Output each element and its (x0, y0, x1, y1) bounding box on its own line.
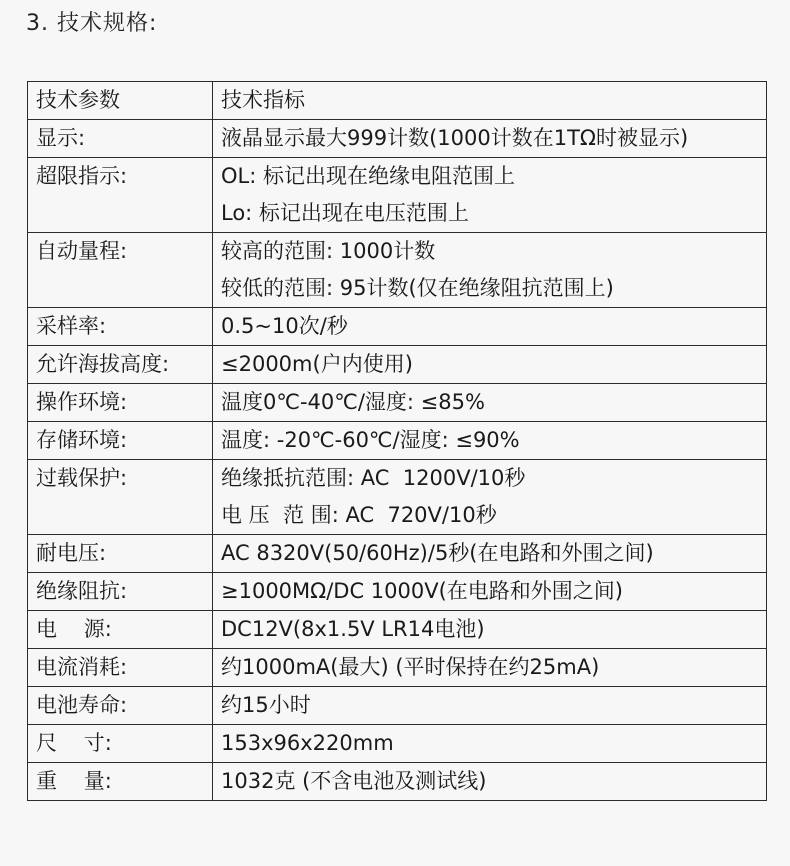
param-cell: 采样率: (28, 308, 213, 346)
table-row (28, 687, 767, 725)
param-cell: 电 源: (28, 611, 213, 649)
spec-cell (213, 611, 767, 649)
spec-cell (213, 725, 767, 763)
spec-cell (213, 763, 767, 801)
spec-line: 约1000mA(最大) (平时保持在约25mA) (221, 655, 600, 679)
table-row (28, 763, 767, 801)
spec-line: 电 压 范 围: AC 720V/10秒 (221, 503, 497, 527)
spec-line: Lo: 标记出现在电压范围上 (221, 201, 469, 225)
table-row (28, 725, 767, 763)
param-cell: 电池寿命: (28, 687, 213, 725)
spec-line: 绝缘抵抗范围: AC 1200V/10秒 (221, 466, 526, 490)
table-row (28, 422, 767, 460)
table-row (28, 120, 767, 158)
param-cell: 绝缘阻抗: (28, 573, 213, 611)
spec-cell (213, 535, 767, 573)
spec-cell (213, 384, 767, 422)
spec-line: 液晶显示最大999计数(1000计数在1TΩ时被显示) (221, 126, 689, 150)
spec-line: 153x96x220mm (221, 731, 394, 755)
param-cell: 显示: (28, 120, 213, 158)
spec-line: 较高的范围: 1000计数 (221, 239, 436, 263)
spec-line: 温度0℃-40℃/湿度: ≤85% (221, 390, 485, 414)
spec-cell (213, 158, 767, 233)
param-cell: 自动量程: (28, 233, 213, 308)
table-row (28, 384, 767, 422)
spec-cell (213, 346, 767, 384)
spec-line: AC 8320V(50/60Hz)/5秒(在电路和外围之间) (221, 541, 654, 565)
spec-line: 0.5~10次/秒 (221, 314, 348, 338)
spec-cell (213, 233, 767, 308)
spec-line: ≥1000MΩ/DC 1000V(在电路和外围之间) (221, 579, 623, 603)
param-cell: 耐电压: (28, 535, 213, 573)
table-row (28, 649, 767, 687)
table-row (28, 233, 767, 308)
table-row (28, 611, 767, 649)
spec-table (27, 81, 767, 801)
spec-line: OL: 标记出现在绝缘电阻范围上 (221, 164, 515, 188)
table-row (28, 158, 767, 233)
table-row (28, 460, 767, 535)
spec-line: 约15小时 (221, 693, 311, 717)
table-row (28, 535, 767, 573)
spec-cell (213, 120, 767, 158)
table-row (28, 573, 767, 611)
spec-line: DC12V(8x1.5V LR14电池) (221, 617, 485, 641)
spec-line: ≤2000m(户内使用) (221, 352, 413, 376)
spec-line: 温度: -20℃-60℃/湿度: ≤90% (221, 428, 520, 452)
table-row (28, 308, 767, 346)
spec-cell (213, 308, 767, 346)
param-cell: 存储环境: (28, 422, 213, 460)
param-cell: 重 量: (28, 763, 213, 801)
spec-cell (213, 422, 767, 460)
param-cell: 过载保护: (28, 460, 213, 535)
spec-cell (213, 573, 767, 611)
section-title: 3. 技术规格: (26, 11, 158, 36)
spec-cell (213, 649, 767, 687)
param-cell: 超限指示: (28, 158, 213, 233)
param-cell: 允许海拔高度: (28, 346, 213, 384)
spec-table-body (28, 82, 767, 801)
param-cell: 尺 寸: (28, 725, 213, 763)
param-cell: 操作环境: (28, 384, 213, 422)
header-param: 技术参数 (28, 82, 213, 120)
table-header-row (28, 82, 767, 120)
spec-line: 较低的范围: 95计数(仅在绝缘阻抗范围上) (221, 276, 614, 300)
spec-line: 1032克 (不含电池及测试线) (221, 769, 487, 793)
header-spec: 技术指标 (213, 82, 767, 120)
spec-cell (213, 687, 767, 725)
table-row (28, 346, 767, 384)
param-cell: 电流消耗: (28, 649, 213, 687)
spec-cell (213, 460, 767, 535)
